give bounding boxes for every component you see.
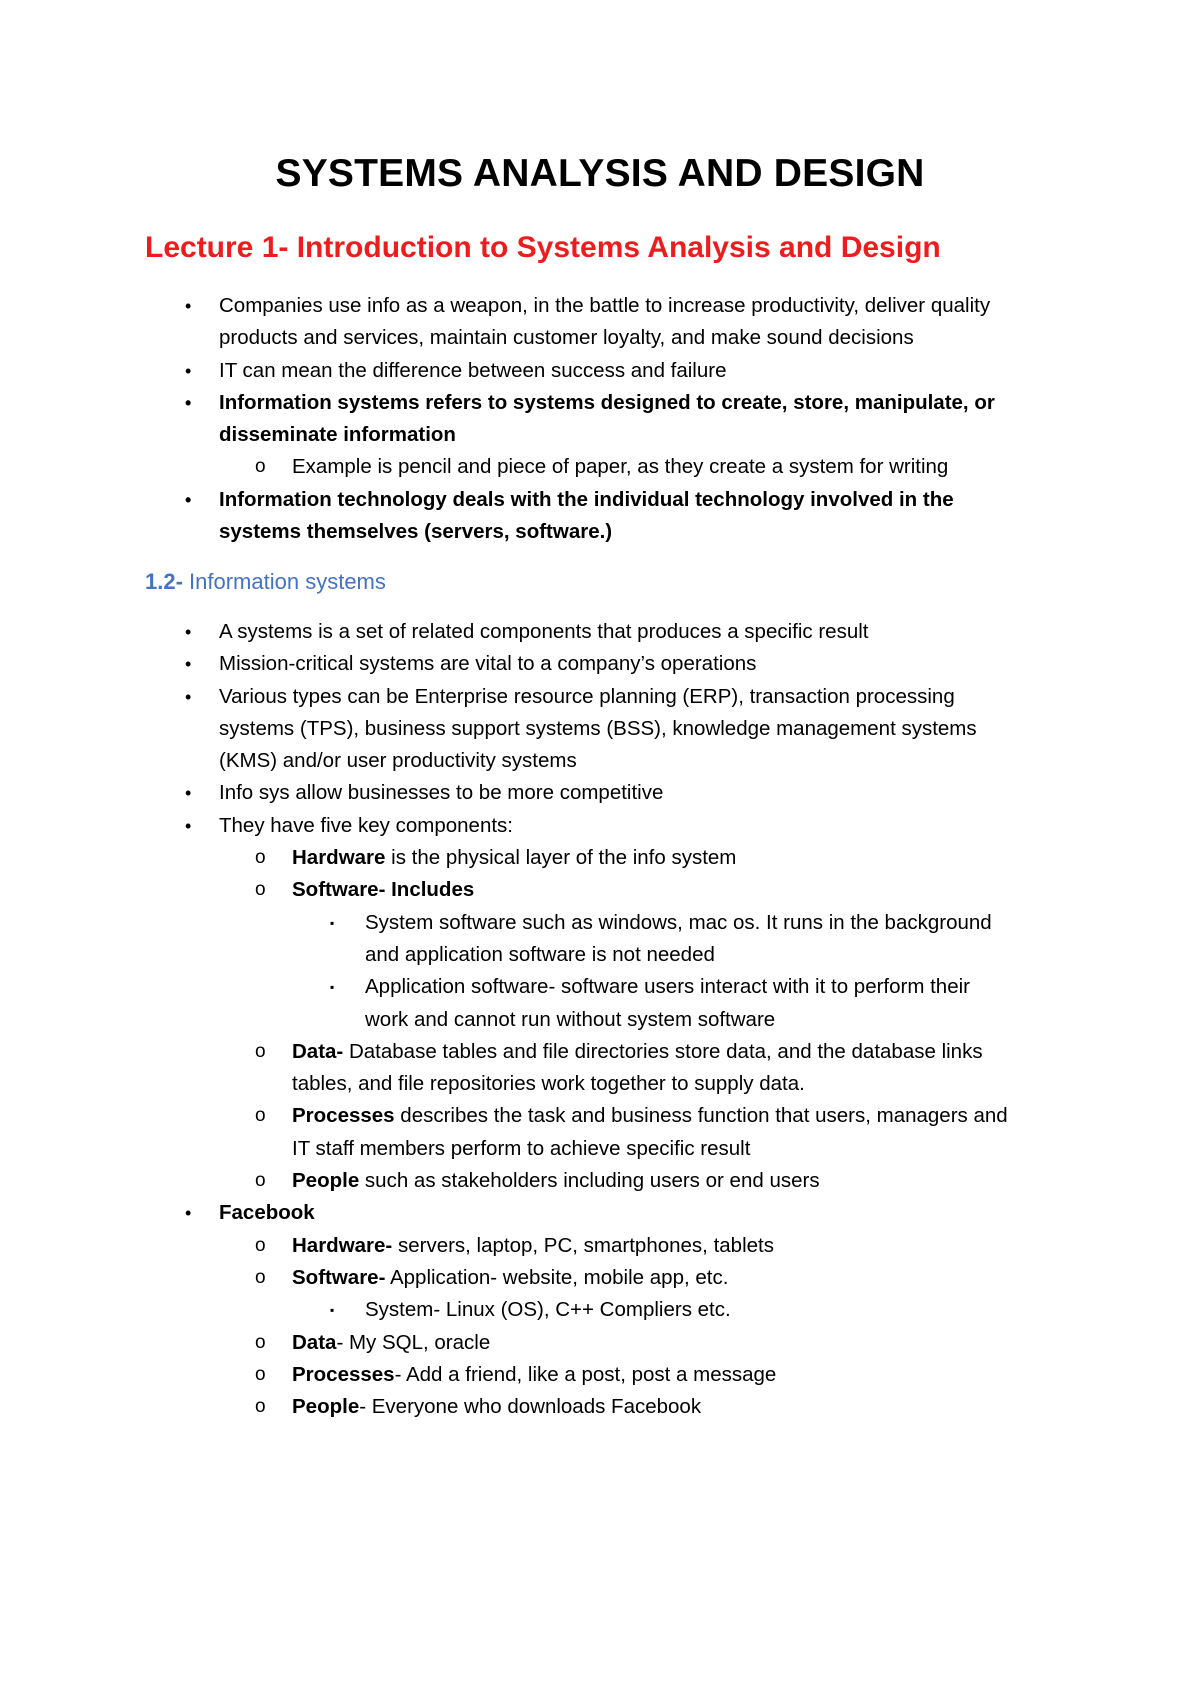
item-text: systems themselves (servers, software.): [219, 520, 613, 544]
list-item: [0, 777, 1200, 809]
item-text: work and cannot run without system software: [365, 1007, 776, 1031]
circle-bullet-icon: o: [255, 1363, 266, 1385]
item-text: Various types can be Enterprise resource planning (ERP), transaction processing: [219, 684, 955, 708]
list-item: [0, 484, 1200, 516]
list-item: [0, 648, 1200, 680]
sub-list-item: [0, 1230, 1200, 1262]
item-text: A systems is a set of related components that produces a specific result: [219, 620, 869, 643]
sub-sub-list-item: [0, 907, 1200, 939]
item-text: (KMS) and/or user productivity systems: [219, 749, 577, 773]
square-bullet-icon: ▪: [330, 980, 335, 995]
bullet-icon: •: [185, 783, 192, 804]
list-item-continuation: [0, 745, 1200, 777]
circle-bullet-icon: o: [255, 1396, 266, 1418]
list-item-continuation: [0, 939, 1200, 971]
item-term: Processes: [292, 1362, 395, 1386]
item-text: - Includes: [378, 878, 475, 902]
circle-bullet-icon: o: [255, 1331, 266, 1353]
list-item: [0, 1197, 1200, 1229]
list-item: [0, 810, 1200, 842]
sub-list-item: [0, 1391, 1200, 1423]
bullet-icon: •: [185, 296, 192, 316]
item-text: servers, laptop, PC, smartphones, tablets: [392, 1233, 774, 1257]
item-text: Application software- software users interact with it to perform their: [365, 975, 970, 999]
lecture-heading: Lecture 1- Introduction to Systems Analysis and Design: [145, 231, 941, 264]
circle-bullet-icon: o: [255, 456, 266, 478]
list-item: [0, 387, 1200, 419]
information-systems-bullet-list: [0, 616, 1200, 1423]
square-bullet-icon: ▪: [330, 1303, 335, 1318]
sub-list-item: [0, 1165, 1200, 1197]
sub-list-item: [0, 874, 1200, 906]
item-text: Example is pencil and piece of paper, as they create a system for writing: [292, 455, 949, 479]
item-text: systems (TPS), business support systems (BSS), knowledge management systems: [219, 716, 977, 740]
sub-sub-list-item: [0, 1294, 1200, 1326]
intro-bullet-list: [0, 290, 1200, 548]
circle-bullet-icon: o: [255, 1170, 266, 1192]
list-item: [0, 355, 1200, 387]
item-term: Data-: [292, 1039, 344, 1063]
list-item-continuation: [0, 1004, 1200, 1036]
list-item-continuation: [0, 419, 1200, 451]
list-item: [0, 681, 1200, 713]
circle-bullet-icon: o: [255, 1266, 266, 1288]
square-bullet-icon: ▪: [330, 915, 335, 930]
item-text: Information systems refers to systems designed to create, store, manipulate, or: [219, 390, 995, 414]
bullet-icon: •: [185, 654, 192, 675]
bullet-icon: •: [185, 1203, 192, 1224]
item-text: - Add a friend, like a post, post a message: [394, 1362, 777, 1386]
item-term: Data: [292, 1330, 337, 1354]
bullet-icon: •: [185, 360, 192, 381]
item-text: such as stakeholders including users or end users: [359, 1169, 820, 1193]
item-text: disseminate information: [219, 423, 456, 447]
item-term: Software-: [292, 1265, 386, 1289]
item-text: Database tables and file directories store data, and the database links: [343, 1039, 983, 1063]
document-title: SYSTEMS ANALYSIS AND DESIGN: [275, 152, 925, 195]
circle-bullet-icon: o: [255, 879, 266, 901]
item-text: Application- website, mobile app, etc.: [385, 1265, 729, 1289]
list-item-continuation: [0, 322, 1200, 354]
item-term: People: [292, 1169, 360, 1193]
item-text: IT staff members perform to achieve specific result: [292, 1136, 751, 1160]
circle-bullet-icon: o: [255, 1040, 266, 1062]
section-heading: [145, 567, 386, 597]
item-text: and application software is not needed: [365, 942, 715, 966]
circle-bullet-icon: o: [255, 1105, 266, 1127]
sub-list-item: [0, 1359, 1200, 1391]
item-text: IT can mean the difference between success and failure: [219, 358, 727, 382]
item-term: Hardware: [292, 846, 386, 870]
bullet-icon: •: [185, 815, 192, 836]
bullet-icon: •: [185, 392, 192, 413]
circle-bullet-icon: o: [255, 1234, 266, 1256]
list-item-continuation: [0, 516, 1200, 548]
list-item-continuation: [0, 1133, 1200, 1165]
item-text: is the physical layer of the info system: [385, 846, 737, 870]
item-text: Mission-critical systems are vital to a company’s operations: [219, 652, 757, 676]
sub-list-item: [0, 1327, 1200, 1359]
sub-list-item: [0, 842, 1200, 874]
bullet-icon: •: [185, 489, 192, 510]
sub-list-item: [0, 1100, 1200, 1132]
sub-sub-list-item: [0, 971, 1200, 1003]
item-text: describes the task and business function that users, managers and: [394, 1104, 1008, 1128]
item-text: Information technology deals with the individual technology involved in the: [219, 487, 954, 511]
item-text: Companies use info as a weapon, in the battle to increase productivity, deliver quality: [219, 294, 991, 317]
list-item: [0, 290, 1200, 322]
list-item: [0, 616, 1200, 648]
list-item-continuation: [0, 713, 1200, 745]
bullet-icon: •: [185, 686, 192, 707]
item-term: People: [292, 1395, 360, 1419]
section-title: Information systems: [182, 569, 386, 594]
item-text: products and services, maintain customer loyalty, and make sound decisions: [219, 326, 914, 350]
section-number: 1.2-: [145, 569, 183, 594]
item-text: tables, and file repositories work together to supply data.: [292, 1072, 805, 1096]
item-text: System- Linux (OS), C++ Compliers etc.: [365, 1298, 731, 1322]
item-text: They have five key components:: [219, 813, 513, 837]
item-term: Hardware-: [292, 1233, 393, 1257]
item-term: Processes: [292, 1104, 395, 1128]
item-text: - Everyone who downloads Facebook: [359, 1395, 702, 1419]
sub-list-item: [0, 451, 1200, 483]
list-item-continuation: [0, 1068, 1200, 1100]
item-text: Info sys allow businesses to be more competitive: [219, 781, 664, 805]
sub-list-item: [0, 1036, 1200, 1068]
bullet-icon: •: [185, 622, 192, 642]
item-term: Facebook: [219, 1201, 315, 1225]
circle-bullet-icon: o: [255, 847, 266, 869]
item-text: System software such as windows, mac os. It runs in the background: [365, 910, 992, 934]
item-text: - My SQL, oracle: [336, 1330, 491, 1354]
item-term: Software: [292, 878, 379, 902]
sub-list-item: [0, 1262, 1200, 1294]
